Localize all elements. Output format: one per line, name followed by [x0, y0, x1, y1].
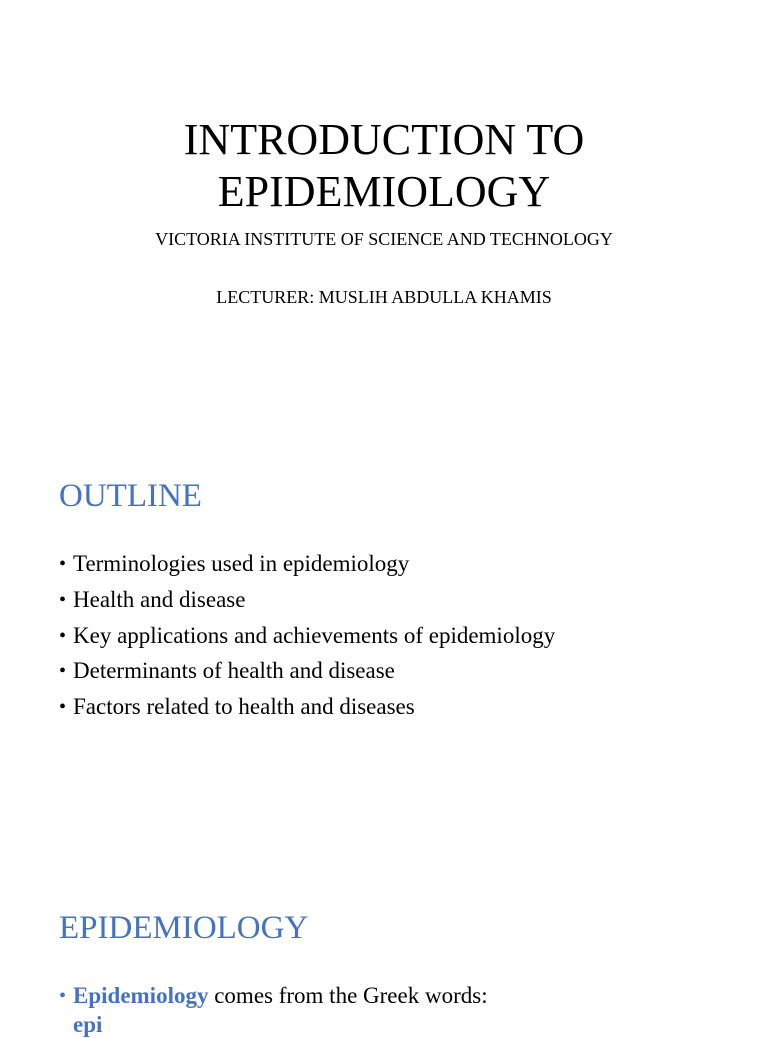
outline-item-text: Health and disease: [73, 586, 246, 612]
outline-item-text: Key applications and achievements of epidemiology: [73, 622, 556, 648]
outline-heading: OUTLINE: [59, 478, 202, 514]
epidemiology-slide: [0, 864, 768, 1037]
outline-item: [59, 622, 555, 658]
slide-title: [0, 114, 768, 218]
outline-item-text: Factors related to health and diseases: [73, 694, 415, 720]
epidemiology-heading: EPIDEMIOLOGY: [59, 910, 309, 946]
bullet-icon: •: [59, 553, 67, 575]
outline-list: [59, 550, 555, 729]
title-slide: [0, 0, 768, 432]
bullet-icon: •: [59, 985, 67, 1007]
epidemiology-item-text: comes from the Greek words:: [208, 983, 488, 1008]
outline-item: [59, 550, 555, 586]
outline-item: [59, 586, 555, 622]
outline-item-text: Terminologies used in epidemiology: [73, 551, 410, 576]
term-epidemiology: Epidemiology: [73, 983, 209, 1008]
outline-item: [59, 657, 555, 693]
bullet-icon: •: [59, 660, 67, 683]
bullet-icon: •: [59, 624, 67, 647]
outline-item: [59, 693, 555, 729]
outline-item-text: Determinants of health and disease: [73, 658, 395, 684]
institution-name: VICTORIA INSTITUTE OF SCIENCE AND TECHNOLOGY: [155, 229, 613, 249]
epidemiology-item: [59, 982, 488, 1018]
partial-term-epi: epi: [73, 1012, 103, 1037]
bullet-icon: •: [59, 696, 67, 719]
epidemiology-list: [59, 982, 488, 1018]
slide-title-line-1: INTRODUCTION TO: [183, 115, 585, 164]
lecturer-name: LECTURER: MUSLIH ABDULLA KHAMIS: [216, 287, 552, 307]
outline-slide: [0, 432, 768, 864]
slide-title-line-2: EPIDEMIOLOGY: [217, 167, 551, 216]
bullet-icon: •: [59, 588, 67, 611]
